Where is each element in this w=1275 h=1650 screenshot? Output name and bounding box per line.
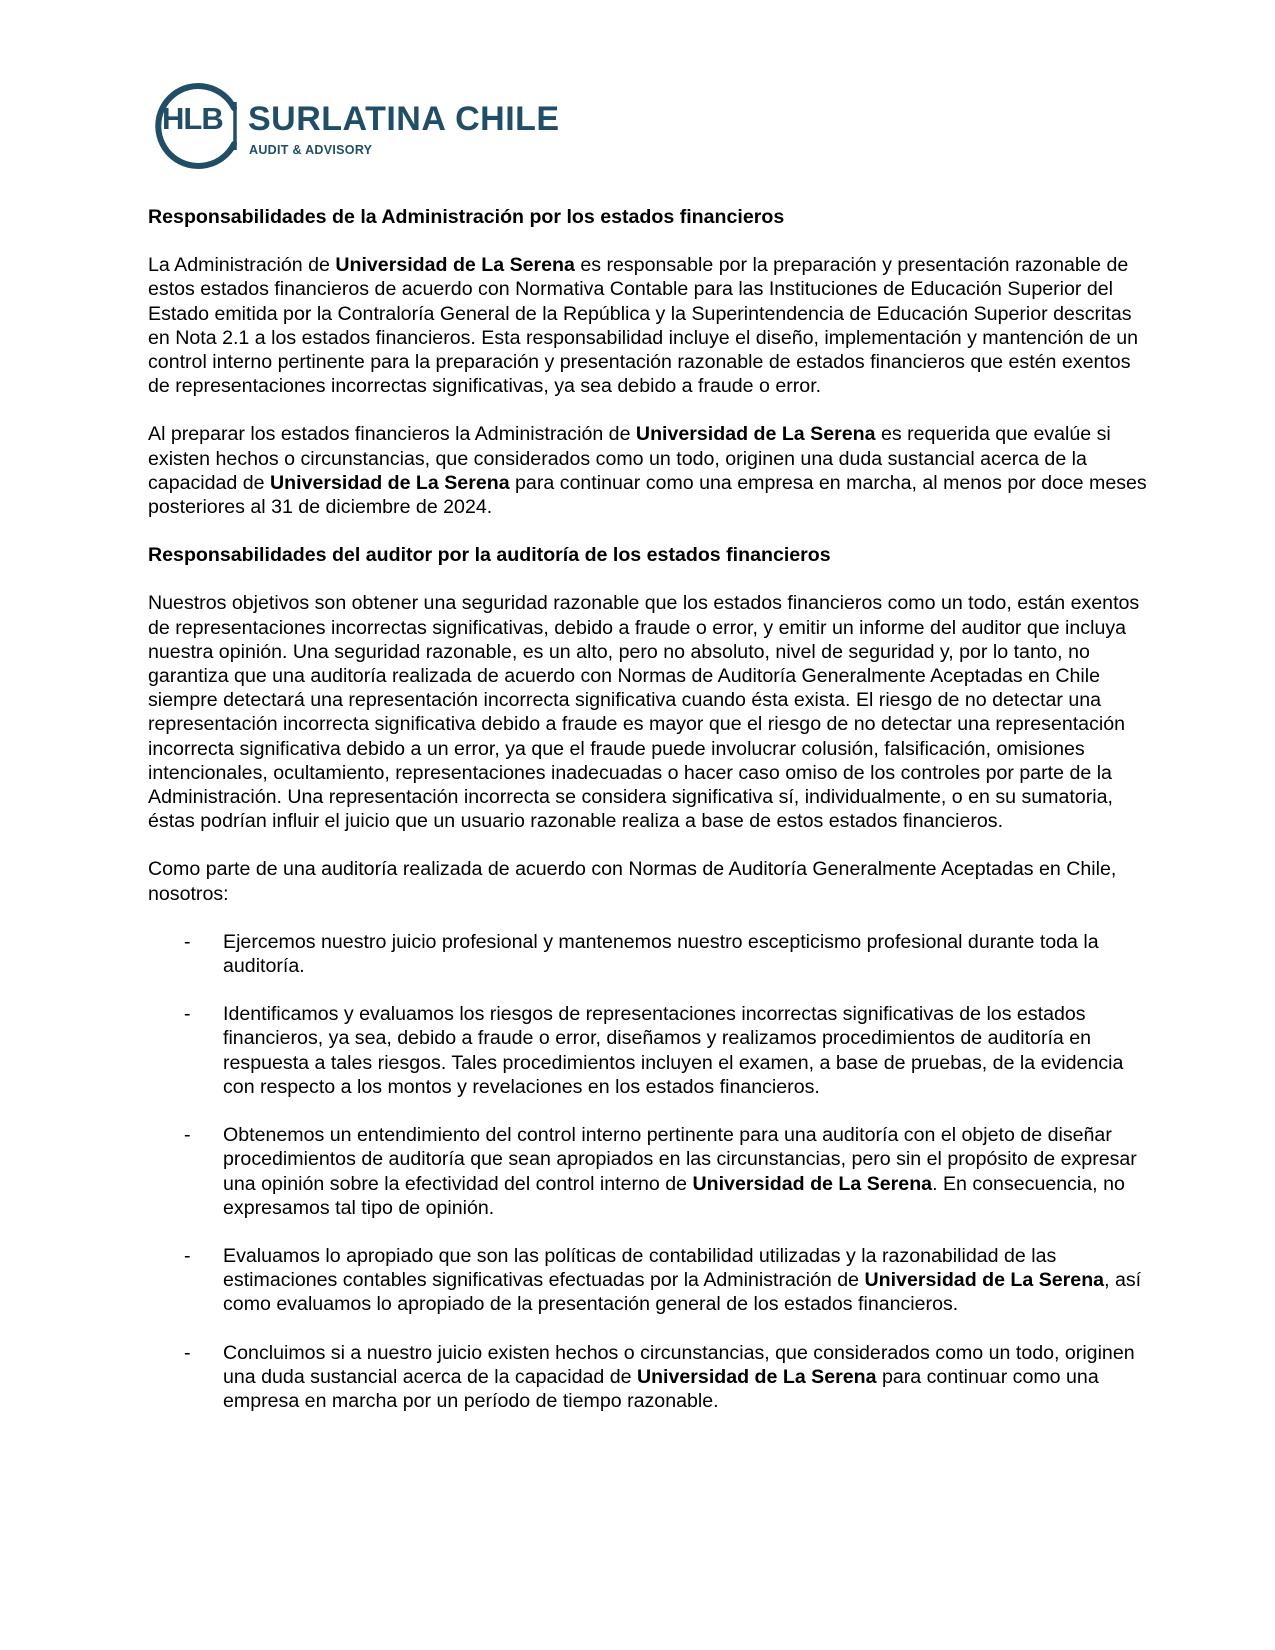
entity-name: Universidad de La Serena — [635, 423, 876, 446]
bullet-dash: - — [184, 1341, 191, 1364]
logo-mark: HLB — [162, 101, 223, 136]
audit-procedures-list — [148, 930, 1148, 1413]
bullet-dash: - — [184, 1003, 191, 1026]
document-body — [148, 205, 1148, 1437]
bullet-dash: - — [184, 1244, 191, 1267]
logo-tagline: AUDIT & ADVISORY — [249, 143, 373, 157]
entity-name: Universidad de La Serena — [270, 471, 510, 494]
list-item: - Concluimos si a nuestro juicio existen hechos o circunstancias, que considerados como un todo, originen una duda sustancial acerca de la capacidad de Universidad de La Serena para continuar como una empresa en marcha por un período de tiempo razonable. — [184, 1341, 1135, 1412]
paragraph-management-responsibility: La Administración de Universidad de La Serena es responsable por la preparación y presentación razonable de estos estados financieros de acuerdo con Normativa Contable para las Instituciones de Educación Superior del Estado emitida por la Contraloría General de la República y la Superintendencia de Educación Superior descritas en Nota 2.1 a los estados financieros. Esta responsabilidad incluye el diseño, implementación y mantención de un control interno pertinente para la preparación y presentación razonable de estados financieros que estén exentos de representaciones incorrectas significativas, ya sea debido a fraude o error. — [148, 254, 1139, 398]
section-heading-auditor: Responsabilidades del auditor por la auditoría de los estados financieros — [148, 544, 831, 567]
bullet-dash: - — [184, 930, 191, 953]
logo-brand: SURLATINA CHILE — [248, 100, 560, 138]
paragraph-audit-intro: Como parte de una auditoría realizada de acuerdo con Normas de Auditoría Generalmente Aceptadas en Chile, nosotros: — [148, 858, 1117, 905]
company-logo — [150, 78, 570, 174]
entity-name: Universidad de La Serena — [864, 1269, 1105, 1292]
section-heading-management: Responsabilidades de la Administración por los estados financieros — [148, 206, 785, 228]
list-item: - Identificamos y evaluamos los riesgos de representaciones incorrectas significativas de los estados financieros, ya sea, debido a fraude o error, diseñamos y realizamos procedimientos de auditoría en respuesta a tales riesgos. Tales procedimientos incluyen el examen, a base de pruebas, de la evidencia con respecto a los montos y revelaciones en los estados financieros. — [184, 1003, 1124, 1098]
list-item: - Ejercemos nuestro juicio profesional y mantenemos nuestro escepticismo profesional durante toda la auditoría. — [184, 930, 1099, 978]
entity-name: Universidad de La Serena — [335, 254, 575, 277]
list-item: - Obtenemos un entendimiento del control interno pertinente para una auditoría con el objeto de diseñar procedimientos de auditoría que sean apropiados en las circunstancias, pero sin el propósito de expresar una opinión sobre la efectividad del control interno de Universidad de La Serena. En consecuencia, no expresamos tal tipo de opinión. — [184, 1124, 1137, 1219]
bullet-dash: - — [184, 1124, 191, 1147]
paragraph-going-concern: Al preparar los estados financieros la Administración de Universidad de La Serena es requerida que evalúe si existen hechos o circunstancias, que considerados como un todo, originen una duda sustancial acerca de la capacidad de Universidad de La Serena para continuar como una empresa en marcha, al menos por doce meses posteriores al 31 de diciembre de 2024. — [148, 423, 1147, 519]
list-item: - Evaluamos lo apropiado que son las políticas de contabilidad utilizadas y la razonabilidad de las estimaciones contables significativas efectuadas por la Administración de Universidad de La Serena, así como evaluamos lo apropiado de la presentación general de los estados financieros. — [184, 1244, 1142, 1316]
entity-name: Universidad de La Serena — [636, 1365, 877, 1388]
entity-name: Universidad de La Serena — [692, 1172, 933, 1195]
paragraph-audit-objectives: Nuestros objetivos son obtener una seguridad razonable que los estados financieros como un todo, están exentos de representaciones incorrectas significativas, debido a fraude o error, y emitir un informe del auditor que incluya nuestra opinión. Una seguridad razonable, es un alto, pero no absoluto, nivel de seguridad y, por lo tanto, no garantiza que una auditoría realizada de acuerdo con Normas de Auditoría Generalmente Aceptadas en Chile siempre detectará una representación incorrecta significativa cuando ésta exista. El riesgo de no detectar una representación incorrecta significativa debido a fraude es mayor que el riesgo de no detectar una representación incorrecta significativa debido a un error, ya que el fraude puede involucrar colusión, falsificación, omisiones intencionales, ocultamiento, representaciones inadecuadas o hacer caso omiso de los controles por parte de la Administración. Una representación incorrecta se considera significativa sí, individualmente, o en su sumatoria, éstas podrían influir el juicio que un usuario razonable realiza a base de estos estados financieros. — [148, 592, 1140, 833]
